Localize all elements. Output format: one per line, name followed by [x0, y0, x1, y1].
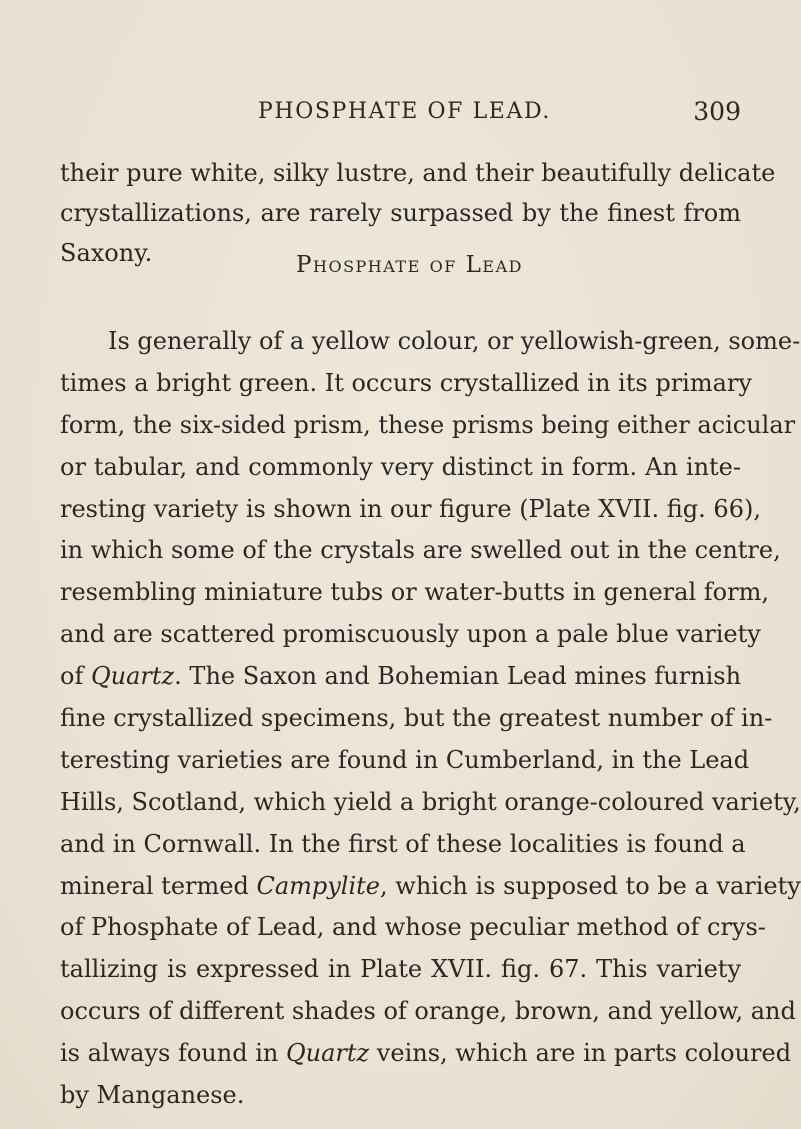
page-number: 309: [693, 97, 741, 126]
text-line: their pure white, silky lustre, and their beautifully delicate: [60, 159, 776, 187]
text-line: Saxony.: [60, 239, 153, 267]
text-line: Is generally of a yellow colour, or yellowish-green, some-: [108, 327, 801, 355]
italic-term: Quartz: [285, 1039, 370, 1068]
text-line: by Manganese.: [60, 1081, 245, 1110]
text-line: of Quartz. The Saxon and Bohemian Lead mines furnish: [60, 662, 742, 691]
text-line: tallizing is expressed in Plate XVII. fig. 67. This variety: [60, 955, 741, 984]
italic-term: Campylite: [256, 871, 381, 900]
text-line: Hills, Scotland, which yield a bright orange-coloured variety,: [60, 787, 801, 816]
text-line: form, the six-sided prism, these prisms being either acicular: [60, 410, 796, 439]
text-line: and in Cornwall. In the first of these localities is found a: [60, 829, 746, 858]
text-line: resting variety is shown in our figure (Plate XVII. fig. 66),: [60, 494, 761, 523]
section-heading: Phosphate of Lead: [296, 252, 523, 278]
paragraph-phosphate-of-lead: [60, 321, 801, 1117]
text-line: occurs of different shades of orange, brown, and yellow, and: [60, 997, 796, 1026]
text-line: crystallizations, are rarely surpassed by the finest from: [60, 199, 741, 227]
text-line: or tabular, and commonly very distinct in form. An inte-: [60, 452, 741, 481]
text-line: of Phosphate of Lead, and whose peculiar method of crys-: [60, 913, 766, 942]
text-line: is always found in Quartz veins, which are in parts coloured: [60, 1039, 792, 1068]
text-line: fine crystallized specimens, but the greatest number of in-: [60, 704, 773, 733]
text-line: in which some of the crystals are swelled out in the centre,: [60, 536, 781, 565]
running-head: [0, 92, 801, 132]
text-line: mineral termed Campylite, which is supposed to be a variety: [60, 871, 801, 900]
italic-term: Quartz: [90, 662, 175, 691]
text-line: and are scattered promiscuously upon a pale blue variety: [60, 620, 761, 649]
running-title: PHOSPHATE OF LEAD.: [258, 99, 551, 124]
text-line: teresting varieties are found in Cumberland, in the Lead: [60, 745, 750, 774]
text-line: resembling miniature tubs or water-butts in general form,: [60, 578, 769, 607]
text-line: times a bright green. It occurs crystallized in its primary: [60, 368, 752, 397]
